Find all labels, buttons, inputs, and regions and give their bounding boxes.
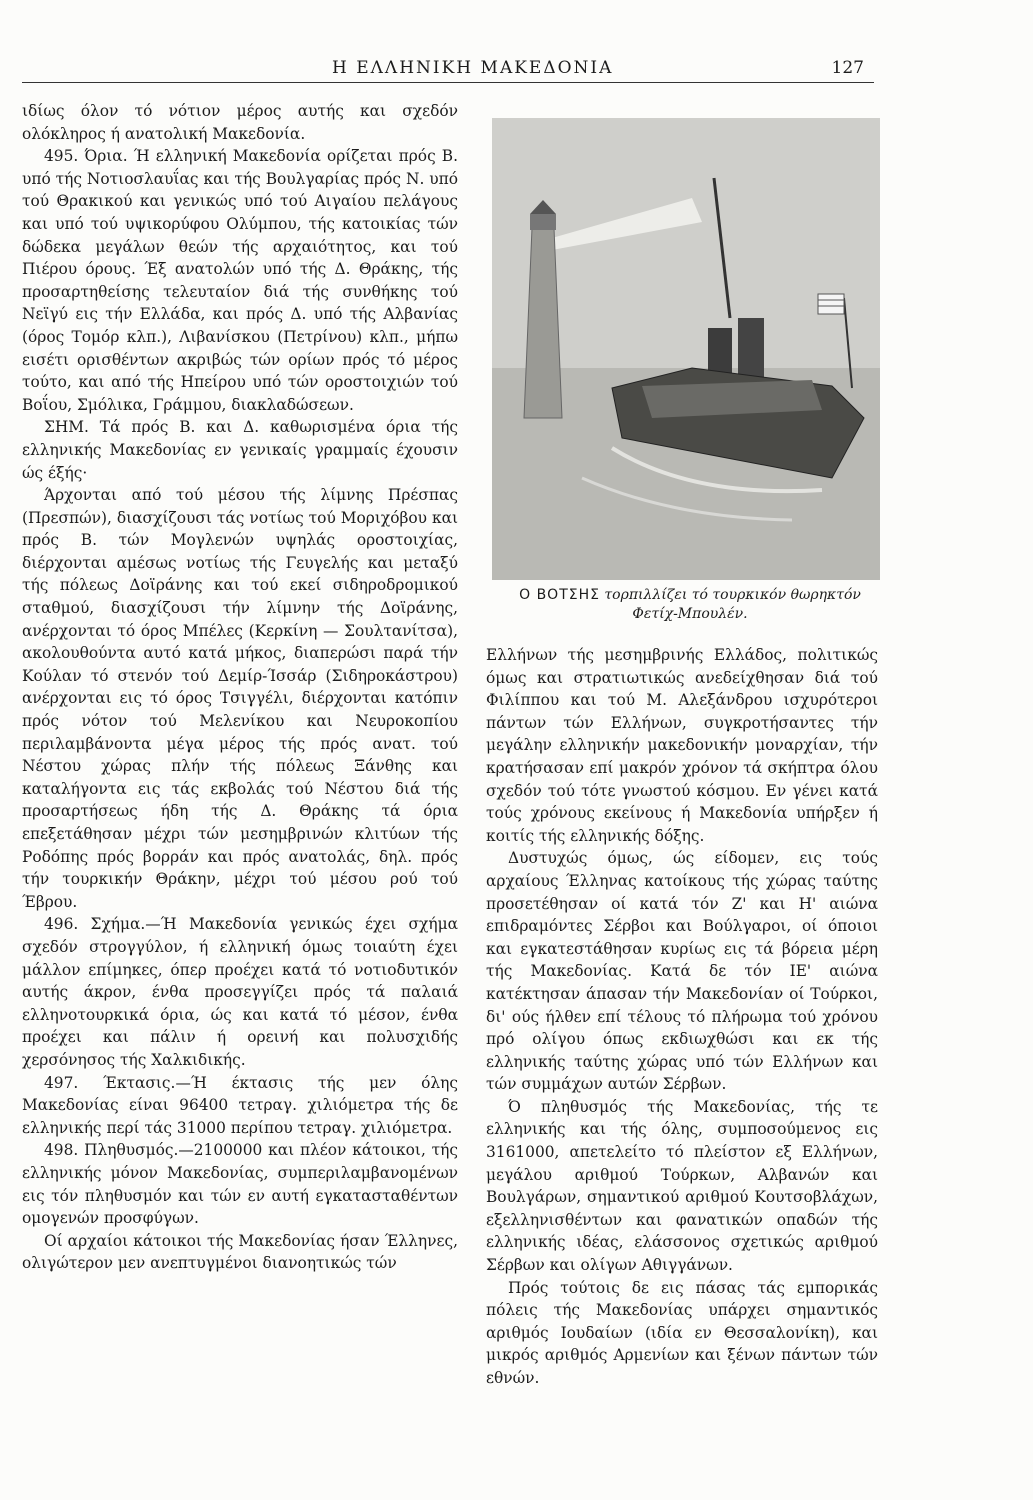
paragraph-population-composition: Ό πληθυσμός τής Μακεδονίας, τής τε ελληνικής και τής όλης, συμποσούμενος εις 3161000, απετελείτο τό πλείστον εξ Ελλήνων, μεγάλου αριθμού Τούρκων, Αλβανών και Βουλγάρων, σημαντικού αριθμού Κουτσοβλάχων, εξελληνισθέντων και φανατικών οπαδών τής ελληνικής ιδέας, ελάσσονος σχετικώς αριθμού Σέρβων και ολίγων Αθιγγάνων. xyxy=(486,1097,878,1275)
paragraph-population: 498. Πληθυσμός.—2100000 και πλέον κάτοικοι, τής ελληνικής μόνον Μακεδονίας, συμπεριλαμβανομένων εις τόν πληθυσμόν και τών εν αυτή εγκατασταθέντων ομογενών προσφύγων. xyxy=(22,1141,458,1228)
paragraph-borders: 495. Όρια. Ή ελληνική Μακεδονία ορίζεται πρός Β. υπό τής Νοτιοσλαυΐας και τής Βουλγαρίας πρός Ν. υπό τού Θρακικού και γενικώς υπό τού Αιγαίου πελάγους και υπό τού υψικορύφου Ολύμπου, τής κατοικίας τών δώδεκα μεγάλων θεών τής αρχαιότητος, και τού Πιέρου όρους. Έξ ανατολών υπό τής Δ. Θράκης, τής προσαρτηθείσης τελευταίον διά τής συνθήκης τού Νεϊγύ εις τήν Ελλάδα, και πρός Δ. υπό τής Αλβανίας (όρος Τομόρ κλπ.), Λιβανίσκου (Πετρίνου) κλπ., μήπω εισέτι ορισθέντων ακριβώς τών ορίων πρός τό μέρος τούτο, και από τής Ηπείρου υπό τών οροστοιχιών τού Βοΐου, Σμόλικα, Γράμμου, διακλαδώσεων. xyxy=(22,147,458,414)
page-number: 127 xyxy=(831,58,864,78)
caption-text: τορπιλλίζει τό τουρκικόν θωρηκτόν Φετίχ-Μπουλέν. xyxy=(604,587,861,622)
paragraph-intro: ιδίως όλον τό νότιον μέρος αυτής και σχεδόν ολόκληρος ή ανατολική Μακεδονία. xyxy=(22,102,458,143)
steamship-illustration xyxy=(492,118,880,580)
paragraph-note: ΣΗΜ. Τά πρός Β. και Δ. καθωρισμένα όρια τής ελληνικής Μακεδονίας εν γενικαίς γραμμαίς έχουσιν ώς έξής· xyxy=(22,418,458,482)
caption-lead: Ο ΒΟΤΣΗΣ xyxy=(519,587,600,603)
paragraph-border-line: Άρχονται από τού μέσου τής λίμνης Πρέσπας (Πρεσπών), διασχίζουσι τάς νοτίως τού Μοριχόβου και πρός Β. τών Μογλενών υψηλάς οροστοιχίας, διέρχονται αμέσως νοτίως τής Γευγελής και μεταξύ τής πόλεως Δοϊράνης και τού εκεί σιδηροδρομικού σταθμού, διασχίζουσι τήν λίμνην τής Δοϊράνης, ανέρχονται τό όρος Μπέλες (Κερκίνη — Σουλτανίτσα), ακολουθούντα αυτό κατά μήκος, διαπερώσι παρά τήν Κούλαν τό στενόν τού Δεμίρ-Ίσσάρ (Σιδηροκάστρου) ανέρχονται εις τό όρος Τσιγγέλι, διέρχονται κατόπιν πρός νότον τού Μελενίκου και Νευροκοπίου περιλαμβάνοντα μέγα μέρος τής πρός ανατ. τού Νέστου χώρας πλήν τής πόλεως Ξάνθης και καταλήγοντα εις τάς εκβολάς τού Νέστου διά τής προσαρτήσεως ήδη τής Δ. Θράκης τά όρια επεξετάθησαν μέχρι τών μεσημβρινών κλιτύων τής Ροδόπης πρός βορράν και πρός ανατολάς, δηλ. πρός τήν τουρκικήν Θράκην, μέχρι τού μέσου ρού τού Έβρου. xyxy=(22,486,458,911)
paragraph-minorities: Πρός τούτοις δε εις πάσας τάς εμπορικάς πόλεις τής Μακεδονίας υπάρχει σημαντικός αριθμός Ιουδαίων (ιδία εν Θεσσαλονίκη), και μικρός αριθμός Αρμενίων και ξένων πάντων τών εθνών. xyxy=(486,1278,878,1387)
paragraph-ancient-inhabitants: Οί αρχαίοι κάτοικοι τής Μακεδονίας ήσαν Έλληνες, ολιγώτερον μεν ανεπτυγμένοι διανοητικώς τών xyxy=(22,1231,458,1273)
right-column xyxy=(486,644,878,1390)
paragraph-invasions: Δυστυχώς όμως, ώς είδομεν, εις τούς αρχαίους Έλληνας κατοίκους τής χώρας ταύτης προσετέθησαν οί κατά τόν Ζ' και Η' αιώνα επιδραμόντες Σέρβοι και Βούλγαροι, οί όποιοι και εγκατεστάθησαν κυρίως εις τά βόρεια μέρη τής Μακεδονίας. Κατά δε τόν ΙΕ' αιώνα κατέκτησαν άπασαν τήν Μακεδονίαν οί Τούρκοι, δι' ούς ήλθεν επί τέλους τό πλήρωμα τού χρόνου πρό ολίγου όπως εκδιωχθώσι και εκ τής ελληνικής ταύτης χώρας υπό τών Ελλήνων και τών συμμάχων αυτών Σέρβων. xyxy=(486,849,878,1094)
page-header xyxy=(22,58,874,83)
figure-caption xyxy=(500,586,880,624)
left-column xyxy=(22,100,458,1275)
paragraph-shape: 496. Σχήμα.—Ή Μακεδονία γενικώς έχει σχήμα σχεδόν στρογγύλον, ή ελληνική όμως τοιαύτη έχει μάλλον επίμηκες, όπερ προέχει κατά τό νοτιοδυτικόν αυτής άκρον, ένθα προσεγγίζει πρός τά παλαιά ελληνοτουρκικά όρια, ώς και κατά τό μέσον, ένθα προέχει και πάλιν ή ορεινή και πολυσχιδής χερσόνησος τής Χαλκιδικής. xyxy=(22,915,458,1069)
running-title: Η ΕΛΛΗΝΙΚΗ ΜΑΚΕΔΟΝΙΑ xyxy=(332,58,614,78)
paragraph-ancient-glory: Ελλήνων τής μεσημβρινής Ελλάδος, πολιτικώς όμως και στρατιωτικώς ανεδείχθησαν διά τού Φιλίππου και τού Μ. Αλεξάνδρου ισχυρότεροι πάντων τών Ελλήνων, συγκροτήσαντες τήν μεγάλην ελληνικήν μακεδονικήν μοναρχίαν, τήν κρατήσασαν επί μακρόν χρόνον τά σκήπτρα όλου σχεδόν τού τότε γνωστού κόσμου. Εν γένει κατά τούς χρόνους εκείνους ή Μακεδονία υπήρξεν ή κοιτίς τής ελληνικής δόξης. xyxy=(486,646,878,845)
paragraph-area: 497. Έκτασις.—Ή έκτασις τής μεν όλης Μακεδονίας είναι 96400 τετραγ. χιλιόμετρα τής δε ελληνικής περί τάς 31000 περίπου τετραγ. χιλιόμετρα. xyxy=(22,1073,458,1137)
